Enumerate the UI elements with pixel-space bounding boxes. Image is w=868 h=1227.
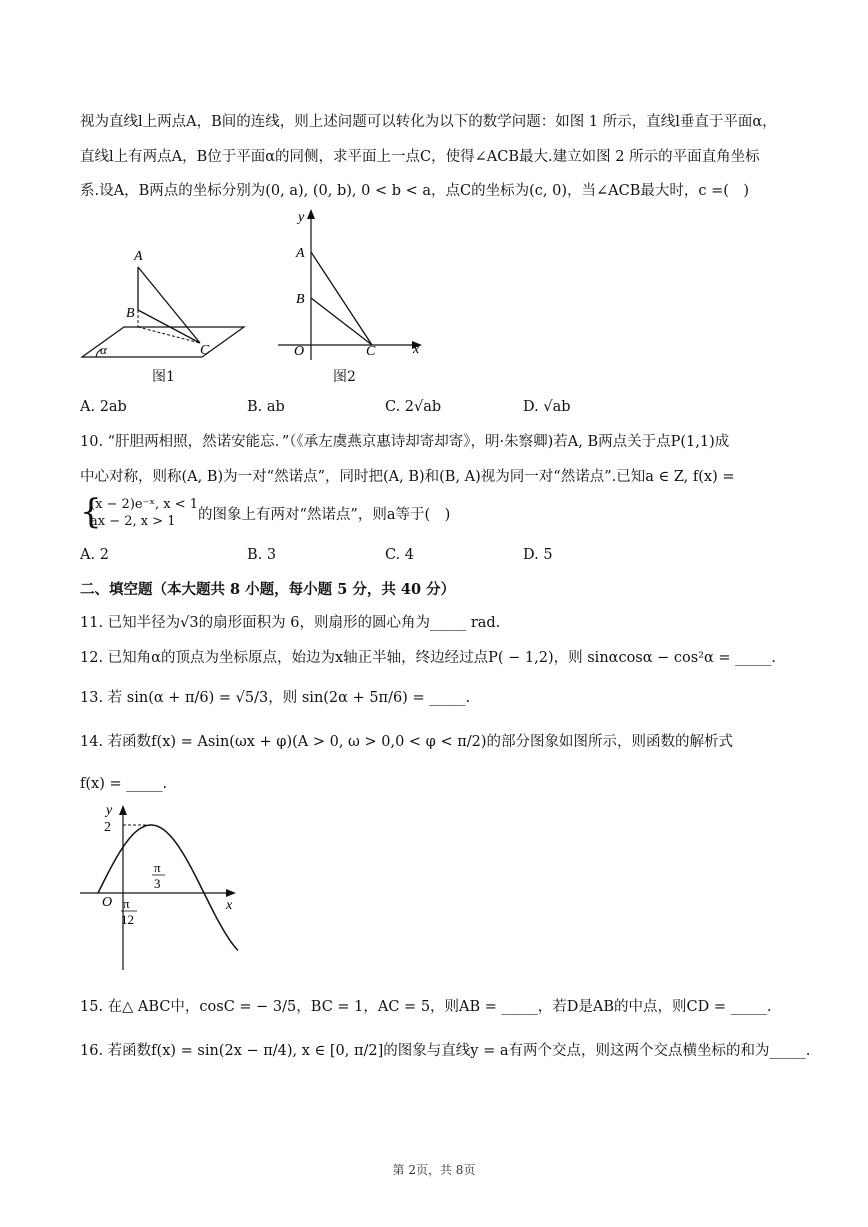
- fig2-label-a: A: [296, 246, 305, 261]
- q9-option-a: A. 2ab: [80, 399, 127, 415]
- fig2-label-b: B: [296, 292, 305, 307]
- q9-figure2: [270, 205, 430, 365]
- q10-option-c: C. 4: [385, 547, 415, 563]
- fig1-label-alpha: α: [100, 342, 107, 357]
- q9-text-line3: 系.设A，B两点的坐标分别为(0, a), (0, b), 0 < b < a，点C的坐标为(c, 0)，当∠ACB最大时，c =( ): [80, 183, 750, 199]
- q15-text: 15. 在△ ABC中，cosC = − 3/5，BC = 1，AC = 5，则AB = _____，若D是AB的中点，则CD = _____.: [80, 999, 772, 1015]
- q9-option-b: B. ab: [247, 399, 285, 415]
- fig2-label-c: C: [366, 344, 376, 359]
- q14-text-line1: 14. 若函数f(x) = Asin(ωx + φ)(A > 0, ω > 0,0 < φ < π/2)的部分图象如图所示，则函数的解析式: [80, 734, 733, 750]
- graph-label-pi3-den: 3: [154, 876, 161, 891]
- q10-text-line2: 中心对称，则称(A, B)为一对“然诺点”，同时把(A, B)和(B, A)视为同一对“然诺点”.已知a ∈ Z, f(x) =: [80, 469, 735, 485]
- q10-piece1: (x − 2)e⁻ˣ, x < 1: [90, 497, 198, 512]
- section-heading-fill-blank: 二、填空题（本大题共 8 小题，每小题 5 分，共 40 分）: [80, 581, 456, 598]
- graph-label-pi3-num: π: [154, 860, 161, 875]
- fig1-label-c: C: [200, 343, 210, 358]
- q11-text: 11. 已知半径为√3的扇形面积为 6，则扇形的圆心角为_____ rad.: [80, 615, 501, 631]
- fig1-label-a: A: [134, 249, 143, 264]
- q10-text-line3: 的图象上有两对“然诺点”，则a等于( ): [198, 507, 451, 523]
- graph-label-pi12-den: 12: [121, 912, 134, 927]
- fig1-label-b: B: [126, 306, 135, 321]
- graph-label-y: y: [106, 803, 113, 818]
- q12-text: 12. 已知角α的顶点为坐标原点，始边为x轴正半轴，终边经过点P( − 1,2)，则 sinαcosα − cos²α = _____.: [80, 650, 777, 666]
- q9-option-d: D. √ab: [523, 399, 571, 415]
- q10-option-a: A. 2: [80, 547, 109, 563]
- fig2-label-y: y: [298, 210, 305, 225]
- q14-sine-graph: [78, 800, 253, 975]
- q10-text-line1: 10. “肝胆两相照，然诺安能忘．”（《承左虞燕京惠诗却寄却寄》，明·朱察卿)若A, B两点关于点P(1,1)成: [80, 434, 730, 450]
- graph-label-o: O: [102, 895, 113, 910]
- q9-figure1: [78, 240, 258, 365]
- fig2-label-o: O: [294, 344, 305, 359]
- graph-label-pi12-num: π: [123, 896, 130, 911]
- fig2-label-x: x: [413, 342, 420, 357]
- q16-text: 16. 若函数f(x) = sin(2x − π/4), x ∈ [0, π/2]的图象与直线y = a有两个交点，则这两个交点横坐标的和为_____.: [80, 1043, 811, 1059]
- graph-label-x: x: [226, 898, 233, 913]
- q9-text-line1: 视为直线l上两点A，B间的连线，则上述问题可以转化为以下的数学问题：如图 1 所示，直线l垂直于平面α，: [80, 114, 777, 130]
- page-footer: 第 2页，共 8页: [392, 1163, 476, 1177]
- fig2-caption: 图2: [333, 369, 356, 385]
- q10-piece2: ax − 2, x > 1: [90, 514, 176, 529]
- q10-option-d: D. 5: [523, 547, 553, 563]
- q9-text-line2: 直线l上有两点A，B位于平面α的同侧，求平面上一点C，使得∠ACB最大.建立如图 2 所示的平面直角坐标: [80, 149, 760, 165]
- graph-label-2: 2: [104, 820, 111, 835]
- q10-option-b: B. 3: [247, 547, 277, 563]
- q9-option-c: C. 2√ab: [385, 399, 442, 415]
- fig1-caption: 图1: [152, 369, 175, 385]
- q13-text: 13. 若 sin(α + π/6) = √5/3，则 sin(2α + 5π/6) = _____.: [80, 690, 471, 706]
- q14-text-line2: f(x) = _____.: [80, 776, 168, 792]
